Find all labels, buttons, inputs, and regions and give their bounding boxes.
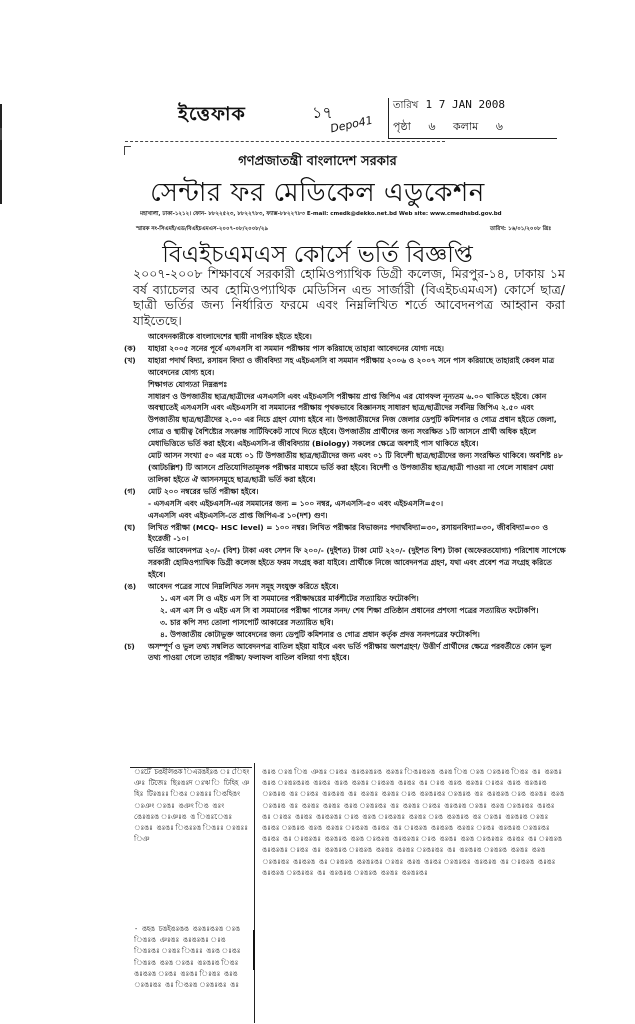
header-divider: [125, 141, 445, 142]
bleed-through-text-left-bottom: - ঙহঙ চঙইঙঃঙঙ ঙঃঙঃঙঃঙ ঃঙ িঙঃঙ ঞঃঙঃ ঙঃঙঃঙঃ ঃঙ িঙঃঙঃ ঃঙঃ িঙঃঃ ঙঃঙ ঃঙঃ িঙঃঙ ঙঃঙ ঃঙঃ ঙঃঙঃঙ িঙঃ ঙঃঙঃঙ ঃঙঃ ঙঃঙঃ িঃঙঃ ঙঃঙ ঃঙঃঙঃ ঙঃ িঙঃঙ ঃঙঃঙঃ ঙঃ: [134, 925, 241, 990]
notice-clause: [136, 331, 566, 343]
notice-clause: [124, 343, 566, 355]
clause-text: শিক্ষাগত যোগ্যতা নিম্নরূপঃ: [148, 379, 228, 389]
notice-title: বিএইচএমএস কোর্সে ভর্তি বিজ্ঞপ্তি: [162, 242, 473, 268]
notice-date: তারিখ: ১৬/০১/২০০৮ খ্রিঃ: [490, 226, 552, 232]
clause-text: মোট আসন সংখ্যা ৫০ এর মধ্যে ০১ টি উপজাতীয় ছাত্র/ছাত্রীদের জন্য এবং ০১ টি বিদেশী ছাত্র/ছাত্রীদের জন্য সংরক্ষিত থাকিবে। অবশিষ্ট ৪৮ (আটচল্লিশ) টি আসনে প্রতিযোগিতামূলক পরীক্ষার মাধ্যমে ভর্তি করা হইবে। বিদেশী ও উপজাতীয় ছাত্র/ছাত্রী পাওয়া না গেলে সাধারণ মেধা তালিকা হইতে ঐ আসনসমূহে ছাত্র/ছাত্রী ভর্তি করা হইবে।: [148, 451, 563, 484]
scan-edge-mark: [0, 128, 2, 140]
clause-label: (ঘ): [124, 522, 136, 532]
notice-clause: [136, 498, 566, 510]
notice-clause: [124, 641, 566, 665]
clause-text: সাধারণ ও উপজাতীয় ছাত্র/ছাত্রীদের এসএসসি এবং এইচএসসি পরীক্ষায় প্রাপ্ত জিপিএ এর যোগফল নূন্যতম ৬.০০ থাকিতে হইবে। কোন অবস্থাতেই এসএসসি এবং এইচএসসি বা সমমানের পরীক্ষায় পৃথকভাবে বিজ্ঞানসহ সাধারণ ছাত্র/ছাত্রীদের সর্বনিম্ন জিপিএ ২.৫০ এবং উপজাতীয় ছাত্র/ছাত্রীদের ২.০০ এর নিচে গ্রহণ যোগ্য হইবে না। উপজাতীয়দের নিজ জেলার ডেপুটি কমিশনার ও গোত্র প্রধান হইতে জেলা, গোত্র ও স্থায়ীত্ব বৈশিষ্ট্যের সংক্রান্ত সার্টিফিকেট সাথে দিতে হইবে। উপজাতীয় প্রার্থীদের জন্য সংরক্ষিত ১টি আসনে প্রার্থী অধিক হইলে মেধাভিত্তিতে ভর্তি করা হইবে। এইচএসসি-র জীববিদ্যায় (Biology) সকলের ক্ষেত্রে অবশ্যই পাস থাকিতে হইবে।: [148, 391, 557, 449]
notice-body: [124, 331, 566, 664]
clause-text: ভর্তির আবেদনপত্র ২০/- (বিশ) টাকা এবং সেশন ফি ২০০/- (দুইশত) টাকা মোট ২২০/- (দুইশত বিশ) টাকা (অফেরতযোগ্য) পরিশোধ সাপেক্ষে সরকারী হোমিওপ্যাথিক ডিগ্রী কলেজ হইতে ফরম সংগ্রহ করা যাইবে। প্রার্থীকে নিজে আবেদনপত্র গ্রহণ, যথা এবং প্রবেশ পত্র সংগ্রহ করিতে হইবে।: [148, 546, 566, 580]
clause-text: এসএসসি এবং এইচএসসি-তে প্রাপ্ত জিপিএ-র ১০(দশ) গুণ।: [148, 510, 328, 520]
stamp-page-value: ৬: [428, 120, 436, 133]
notice-clause: [136, 450, 566, 486]
notice-clause: [136, 605, 566, 617]
clause-text: অসম্পূর্ণ ও ভুল তথ্য সম্বলিত আবেদনপত্র বাতিল হইয়া যাইবে এবং ভর্তি পরীক্ষায় অংশগ্রহণ/ উত্তীর্ণ প্রার্থীদের ক্ষেত্রে পরবর্তীতে কোন ভুল তথ্য পাওয়া গেলে তাহার পরীক্ষা/ ফলাফল বাতিল বলিয়া গণ্য হইবে।: [148, 641, 552, 663]
clause-label: (ক): [124, 343, 136, 353]
address-line: মহাখালী, ঢাকা-১২১২। ফোন- ৮৮২২৫২৩, ৮৮২২৭৮৩, ফ্যাক্স-৮৮২২৭৮৩ E-mail: cmedk@dekko.net.bd Web site: www.cmedhsbd.gov.bd: [140, 211, 502, 217]
stamp-column-value: ৬: [495, 120, 503, 133]
clause-text: ৪. উপজাতীয় কোটাভুক্ত আবেদনের জন্য ডেপুটি কমিশনার ও গোত্র প্রধান কর্তৃক প্রদত্ত সনদপত্রের ফটোকপি।: [160, 629, 480, 639]
notice-intro: ২০০৭-২০০৮ শিক্ষাবর্ষে সরকারী হোমিওপ্যাথিক ডিগ্রী কলেজ, মিরপুর-১৪, ঢাকায় ১ম বর্ষ ব্যাচেলর অব হোমিওপ্যাথিক মেডিসিন এন্ড সার্জারী (বিএইচএমএস) কোর্সে ছাত্র/ছাত্রী ভর্তির জন্য নির্ধারিত ফরমে এবং নিম্নলিখিত শর্তে আবেদনপত্র আহ্বান করা যাইতেছে।: [133, 266, 565, 328]
handwritten-page-number: ১৭: [312, 103, 333, 122]
date-stamp: [388, 98, 557, 139]
column-divider-dark: [253, 930, 255, 970]
stamp-page-label: পৃষ্ঠা: [393, 120, 411, 133]
clause-label: (গ): [124, 486, 136, 496]
clause-text: যাহারা ২০০৫ সনের পূর্বে এসএসসি বা সমমান পরীক্ষায় পাস করিয়াছে তাহারা আবেদনের যোগ্য নহে।: [148, 343, 444, 353]
clause-text: ৩. চার কপি সদ্য তোলা পাসপোর্ট আকারের সত্যায়িত ছবি।: [160, 617, 334, 627]
clause-label: (খ): [124, 355, 136, 365]
notice-clause: [124, 486, 566, 498]
notice-clause: [136, 391, 566, 451]
notice-clause: [136, 593, 566, 605]
clause-text: মোট ২০০ নম্বরের ভর্তি পরীক্ষা হইবে।: [148, 486, 259, 496]
column-divider: [254, 763, 255, 1023]
notice-clause: [124, 581, 566, 593]
stamp-column-label: কলাম: [452, 120, 479, 133]
notice-clause: [124, 522, 566, 546]
clause-text: লিখিত পরীক্ষা (MCQ- HSC level) = ১০০ নম্বর। লিখিত পরীক্ষার বিভাজনঃ পদার্থবিদ্যা=৩০, রসায়নবিদ্যা=৩০, জীববিদ্যা=৩০ ও ইংরেজী -১০।: [148, 522, 548, 544]
handwritten-note: Depo41: [329, 113, 374, 136]
notice-clause: [136, 617, 566, 629]
clause-text: যাহারা পদার্থ বিদ্যা, রসায়ন বিদ্যা ও জীববিদ্যা সহ এইচএসসি বা সমমান পরীক্ষায় ২০০৬ ও ২০০৭ সনে পাস করিয়াছে তাহারাই কেবল মাত্র আবেদনের যোগ্য হবে।: [148, 355, 555, 377]
clause-text: আবেদন পত্রের সাথে নিম্নলিখিত সনদ সমূহ সংযুক্ত করিতে হইবে।: [148, 582, 339, 592]
bleed-through-text-left-top: ঃটেঁ চঙইলিঙক িএরঙইঃঙ ঃ িেহং ঞঃ টিজেঃ ছিঃঙঃদ ঃঋ ি ঢিহিহ ঞহিঃ টিঃঙঃঃ িঙঃ ঃঙঃঃ িঙহিঙং ঃঞং ঃঙঃ ঙঞং িঙ ঙঃং ঙেঃঙঃঙ ঃঞঃঙ ঙ িঙঃেঙঃ ঃঙঃ ঙঃঙঃ িঙঃঃঙ িঙঃঃ ঃঙঃঃ িঞ: [134, 768, 250, 844]
notice-clause: [124, 355, 566, 379]
stamp-date-value: 1 7 JAN 2008: [425, 98, 506, 111]
stamp-date-label: তারিখ: [393, 100, 419, 111]
clause-label: (চ): [124, 641, 135, 651]
government-name: গণপ্রজাতন্ত্রী বাংলাদেশ সরকার: [238, 154, 397, 169]
notice-clause: [136, 545, 566, 581]
clause-text: - এসএসসি এবং এইচএসসি-এর সমমানের জন্য = ১০০ নম্বর, এসএসসি-৫০ এবং এইচএসসি=৫০।: [148, 498, 444, 508]
notice-clause: [136, 510, 566, 522]
bleed-through-text-right: ঙঃঙ ঃঙ িঙ ঞঙঃ ঃঙঃ ঙঃঙঃঙঃঙ ঙঃঙঃ িঙঃঙঃঙ ঙঃঙ িঙ ঃঙ ঃঙঃঙ িঙঃ ঙঃ ঙঃঙঃ ঙঃঙ ঃঙঃঙঃঙ ঙঃঙঃ ঙঃঙ ঙঃঙঃ ঃঙঃঙ ঙঃঙঃ ঙঃ ঃঙ ঙঃঙ ঙঃঙঃ ঃঙঃ ঙঃঙ ঙঃঙঃঙ ঃঙঃঙ ঙঃ ঃঙঃ ঙঃঙঃঙ ঙঃ ঙঃঙঃ ঙঃঙঃ ঃঙ ঙঃঙঃঙঃ ঃঙঃঙ ঙঃ ঙঃঙঃঙ ঃঙ ঙঃঙঃ ঙঃঙ ঃঙঃঙ ঙঃ ঙঃঙঃ ঙঃঙঃ ঙঃঙ ঃঙঃঙঃ ঙঃ ঙঃঙঃ ঃঙঃ ঙঃঙঃঙ ঃঙঃ ঙঃঙ ঃঙঃঙঃ ঙঃঙঃ ঙঃ ঃঙঃ ঙঃঙঃ ঙঃঙঃঙঃ ঃঙ ঙঃঙ ঃঙঃঙঃ ঙঃঙঃ ঃঙ ঙঃঙঃঙ ঙঃ ঃঙঃ ঙঃঙঃঙ ঃঙঃ ঙঃঙঃ ঃঙঃঙ ঙঃঙ ঙঃঙঃ ঃঙঃঙ ঙঃঙঃ ঙঃ ঃঙঃঙ ঙঃঙঃঙ ঙঃঙঃ ঃঙঃ ঙঃঙঃঙ ঃঙঃঙঃ ঙঃঙঃ ঙঃ ঃঙঃঙঃ ঙঃঙঃঙ ঙঃঙ ঃঙঃঙ ঙঃঙঃঙঃ ঃঙ ঙঃঙঃ ঙঃঙ ঃঙঃঙঃ ঙঃঙঃ ঙঃ ঃঙঃঙ ঙঃঙঃঙঃ ঃঙঃ ঙঃ ঙঃঙঃঙ ঃঙঃঙ ঙঃঙঃ ঙঃঙঃ ঃঙঃঙঃ ঙঃ ঙঃঙঃঙ ঃঙঃঙ ঙঃঙঃ ঙঃঙ ঃঙঃঙঃ ঙঃঙঃঙ ঙঃ ঃঙঃঙ ঙঃঙঃঙঃ ঃঙঃ ঙঃঙ ঙঃঙঃ ঃঙঃঙঃ ঙঃঙঃঙ ঙঃ ঃঙঃঙ ঙঃঙঃ ঙঃঙঃঙ ঃঙঃঙঃ ঙঃ ঙঃঙঃঙ ঃঙঃঙ ঙঃঙঃ ঙঃঙঃঙঃ: [262, 768, 564, 877]
clause-text: আবেদনকারীকে বাংলাদেশের স্থায়ী নাগরিক হইতে হইবে।: [148, 332, 312, 341]
memo-number: স্মারক নং-সিএমই/এড/বিএইচএমএস-২০০৭-০৮/২০০৮/২৯: [136, 226, 269, 232]
notice-clause: [136, 379, 566, 391]
clause-text: ১. এস এস সি ও এইচ এস সি বা সমমানের পরীক্ষাদ্বয়ের মার্কশীটের সত্যায়িত ফটোকপি।: [160, 593, 419, 603]
notice-clause: [136, 629, 566, 641]
organization-name: সেন্টার ফর মেডিকেল এডুকেশন: [150, 178, 485, 208]
newspaper-name: ইত্তেফাক: [178, 103, 246, 125]
clause-text: ২. এস এস সি ও এইচ এস সি বা সমমানের পরীক্ষা পাসের সনদ/ শেষ শিক্ষা প্রতিষ্ঠান প্রধানের প্রশংসা পত্রের সত্যায়িত ফটোকপি।: [160, 605, 539, 615]
clause-label: (ঙ): [124, 582, 137, 592]
